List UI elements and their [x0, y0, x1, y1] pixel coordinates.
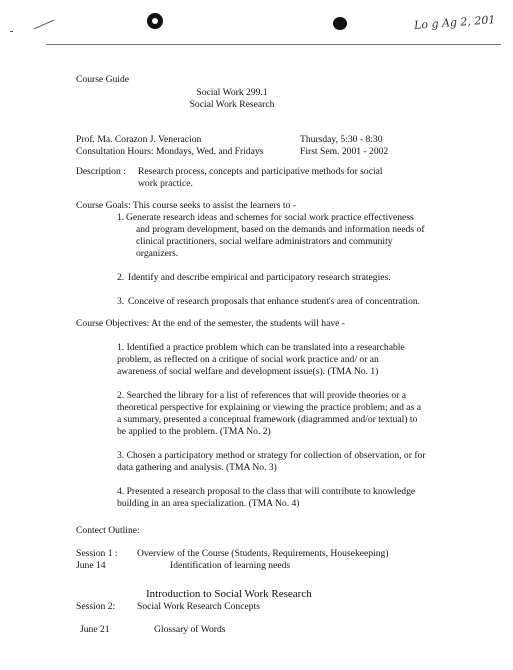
- document-label: Course Guide: [76, 74, 130, 85]
- session-date: June 21: [80, 624, 110, 635]
- scan-mark: [34, 20, 55, 30]
- objective-text-line: a summary, presented a conceptual framework (diagrammed and/or textual) to: [117, 414, 418, 425]
- goal-number: 1.: [117, 212, 125, 223]
- objectives-intro: Course Objectives: At the end of the semester, the students will have -: [76, 318, 345, 329]
- course-title: Social Work Research: [189, 99, 275, 110]
- description-label: Description :: [76, 166, 126, 177]
- session-title: Social Work Research Concepts: [137, 601, 260, 612]
- scan-rule: [46, 44, 501, 45]
- goal-text-line: Conceive of research proposals that enhance student's area of concentration.: [128, 296, 421, 307]
- class-schedule: Thursday, 5:30 - 8:30: [300, 134, 383, 145]
- objective-text-line: 2. Searched the library for a list of references that will provide theories or a: [117, 390, 407, 401]
- objective-text-line: problem, as reflected on a critique of social work practice and/ or an: [117, 354, 379, 365]
- objective-text-line: data gathering and analysis. (TMA No. 3): [117, 462, 277, 473]
- goal-text-line: Identify and describe empirical and participatory research strategies.: [128, 272, 391, 283]
- session-topic: Identification of learning needs: [170, 560, 291, 571]
- objective-text-line: be applied to the problem. (TMA No. 2): [117, 426, 271, 437]
- goal-number: 2.: [117, 272, 125, 283]
- goals-intro: Course Goals: This course seeks to assist the learners to -: [76, 200, 296, 211]
- session-date: June 14: [76, 560, 106, 571]
- objective-text-line: awareness of social welfare and development issue(s). (TMA No. 1): [117, 366, 379, 377]
- handwritten-note: Lo g Ag 2, 201: [413, 13, 496, 32]
- objective-text-line: 4. Presented a research proposal to the class that will contribute to knowledge: [117, 486, 416, 497]
- goal-text-line: clinical practitioners, social welfare administrators and community: [136, 236, 393, 247]
- scan-speck: [10, 31, 13, 32]
- session-topic: Glossary of Words: [154, 624, 226, 635]
- semester: First Sem. 2001 - 2002: [300, 146, 389, 157]
- session-title: Overview of the Course (Students, Requirements, Housekeeping): [137, 548, 389, 559]
- goal-number: 3.: [117, 296, 125, 307]
- objective-text-line: 1. Identified a practice problem which can be translated into a researchable: [117, 342, 405, 353]
- goal-text-line: organizers.: [136, 248, 179, 259]
- section-heading: Introduction to Social Work Research: [146, 588, 312, 600]
- objective-text-line: theoretical perspective for explaining or viewing the practice problem; and as a: [117, 402, 421, 413]
- session-label: Session 1 :: [76, 548, 118, 559]
- consultation-hours: Consultation Hours: Mondays, Wed. and Fridays: [76, 146, 264, 157]
- professor-name: Prof. Ma. Corazon J. Veneracion: [76, 134, 202, 145]
- course-code: Social Work 299.1: [196, 87, 268, 98]
- punch-hole-right: [333, 17, 347, 30]
- objective-text-line: building in an area specialization. (TMA No. 4): [117, 498, 300, 509]
- session-label: Session 2:: [76, 601, 116, 612]
- punch-hole-left: [147, 13, 163, 29]
- outline-heading: Contect Outline:: [76, 525, 140, 536]
- objective-text-line: 3. Chosen a participatory method or strategy for collection of observation, or for: [117, 450, 426, 461]
- goal-text-line: Generate research ideas and schemes for social work practice effectiveness: [126, 212, 414, 223]
- description-text-line: Research process, concepts and participative methods for social: [138, 166, 383, 177]
- goal-text-line: and program development, based on the demands and information needs of: [136, 224, 425, 235]
- description-text-line: work practice.: [138, 178, 193, 189]
